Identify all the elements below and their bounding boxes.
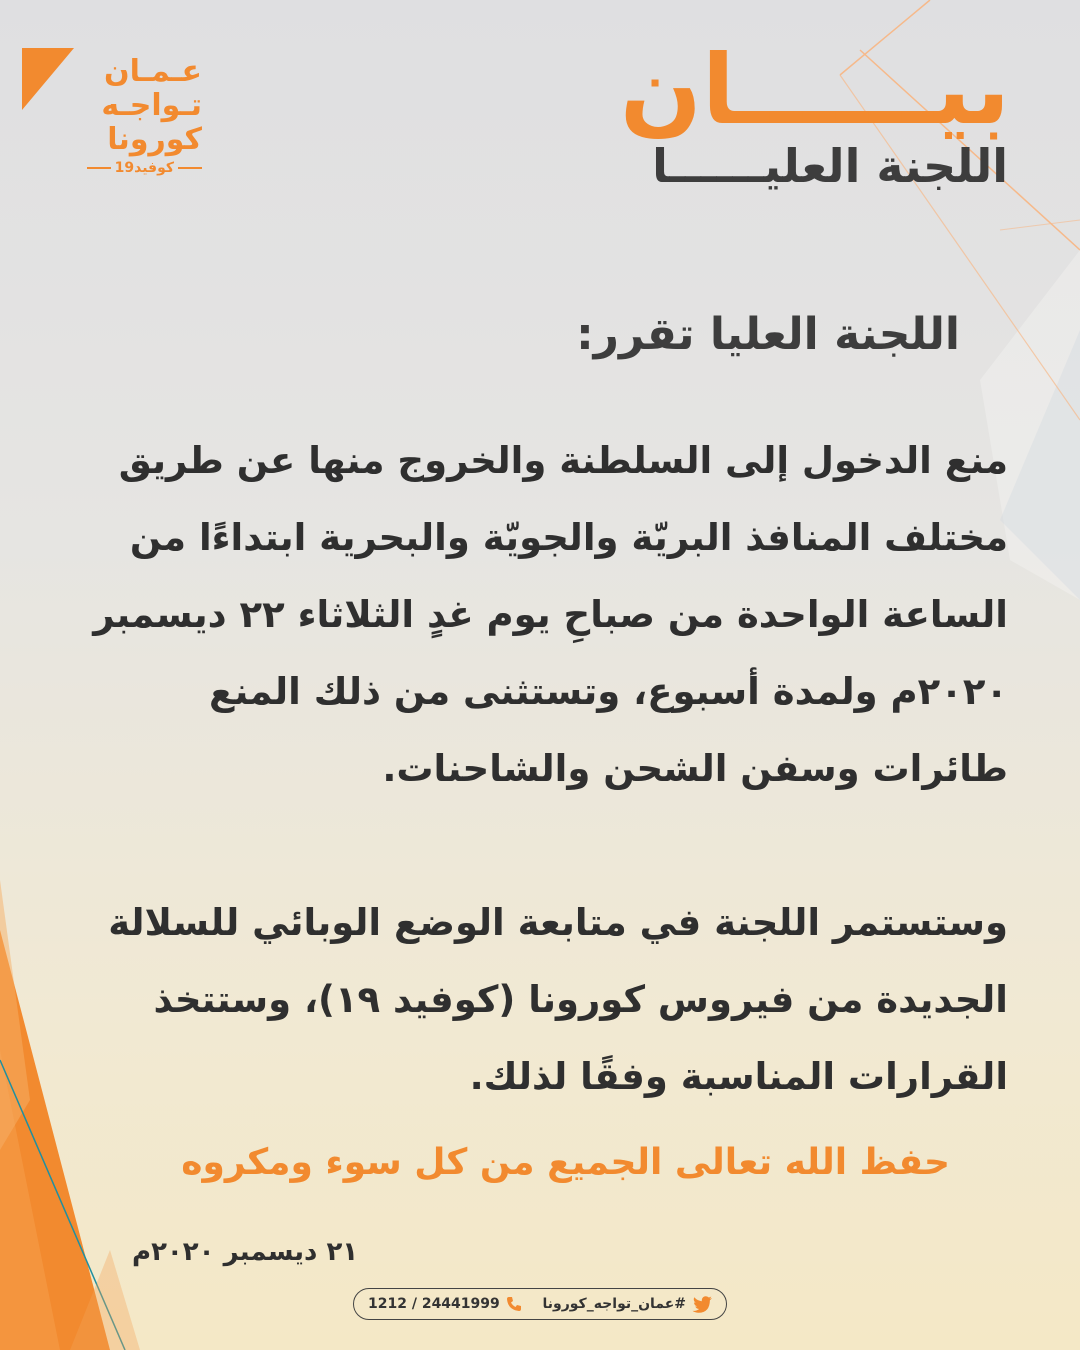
- twitter-icon: [692, 1296, 712, 1313]
- footer-hashtag-text: #عمان_تواجه_كورونا: [542, 1296, 686, 1312]
- paragraph-line: القرارات المناسبة وفقًا لذلك.: [469, 1055, 1008, 1098]
- blessing-text: حفظ الله تعالى الجميع من كل سوء ومكروه: [181, 1142, 950, 1183]
- footer-phone: [368, 1296, 522, 1312]
- phone-icon: [506, 1296, 522, 1312]
- oman-covid-logo: [22, 48, 202, 188]
- statement-title: بيــــــان: [619, 34, 1010, 146]
- followup-paragraph: [68, 884, 1008, 1115]
- paragraph-line: منع الدخول إلى السلطنة والخروج منها عن طريق: [118, 439, 1008, 482]
- statement-date: ٢١ ديسمبر ٢٠٢٠م: [132, 1237, 359, 1267]
- footer-hashtag: [543, 1296, 713, 1313]
- logo-dash-left: [87, 167, 111, 169]
- decision-paragraph: [68, 422, 1008, 807]
- logo-covid-label: كوفيد19: [114, 160, 174, 176]
- logo-triangle-icon: [22, 48, 74, 110]
- footer-phone-number: 1212 / 24441999: [368, 1296, 500, 1312]
- paragraph-line: الجديدة من فيروس كورونا (كوفيد ١٩)، وستتخذ: [153, 978, 1008, 1021]
- logo-text-oman: عـمـان: [104, 54, 202, 89]
- logo-text-covid: [87, 160, 202, 176]
- paragraph-line: مختلف المنافذ البريّة والجويّة والبحرية ابتداءًا من: [129, 516, 1008, 559]
- paragraph-line: طائرات وسفن الشحن والشاحنات.: [382, 747, 1008, 790]
- logo-text-corona: كورونا: [107, 122, 202, 157]
- statement-subtitle: اللجنة العليــــــا: [652, 139, 1008, 193]
- logo-text-faces: تـواجـه: [101, 88, 202, 123]
- paragraph-line: الساعة الواحدة من صباحِ يوم غدٍ الثلاثاء ٢٢ ديسمبر: [93, 593, 1008, 636]
- paragraph-line: ٢٠٢٠م ولمدة أسبوع، وتستثنى من ذلك المنع: [209, 670, 1008, 713]
- logo-dash-right: [178, 167, 202, 169]
- committee-decides-heading: اللجنة العليا تقرر:: [576, 309, 960, 360]
- footer-contact-bar: [353, 1288, 727, 1320]
- paragraph-line: وستستمر اللجنة في متابعة الوضع الوبائي للسلالة: [108, 901, 1008, 944]
